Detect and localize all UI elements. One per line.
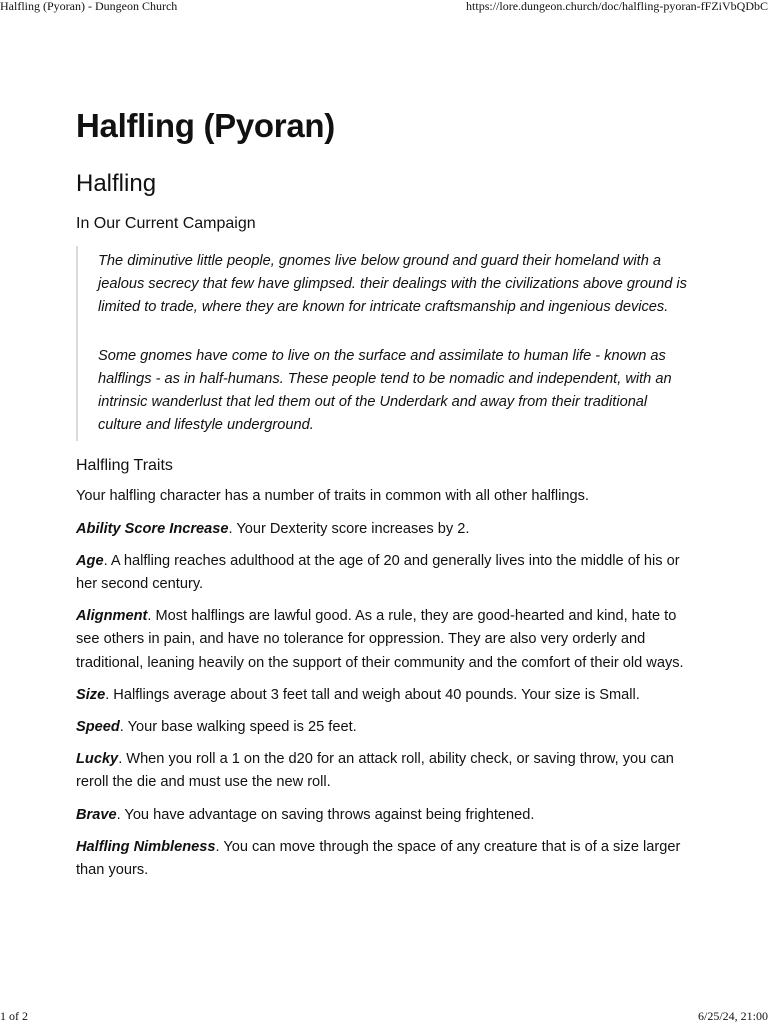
- traits-intro: Your halfling character has a number of traits in common with all other halflings.: [76, 488, 589, 505]
- trait-halfling-nimbleness: [76, 836, 690, 882]
- trait-name: Age: [76, 552, 104, 569]
- trait-age: [76, 550, 690, 596]
- trait-size: [76, 684, 690, 707]
- print-page-url: https://lore.dungeon.church/doc/halfling-pyoran-fFZiVbQDbC: [466, 0, 768, 13]
- trait-brave: [76, 804, 690, 827]
- trait-name: Lucky: [76, 751, 119, 768]
- print-datetime: 6/25/24, 21:00: [697, 1009, 768, 1023]
- trait-text: . Halflings average about 3 feet tall and weigh about 40 pounds. Your size is Small.: [105, 686, 640, 703]
- campaign-heading: In Our Current Campaign: [76, 215, 256, 232]
- document: [76, 104, 690, 882]
- trait-name: Halfling Nimbleness: [76, 838, 216, 855]
- print-page-title: Halfling (Pyoran) - Dungeon Church: [0, 0, 178, 13]
- section-heading: Halfling: [76, 170, 157, 197]
- trait-name: Alignment: [76, 608, 148, 625]
- trait-text: . You have advantage on saving throws against being frightened.: [116, 806, 535, 823]
- trait-name: Size: [76, 686, 106, 703]
- trait-text: . Your Dexterity score increases by 2.: [228, 520, 470, 537]
- print-header: [0, 0, 768, 14]
- print-footer: [0, 1009, 768, 1023]
- trait-text: . You can move through the space of any creature that is of a size larger than yours.: [76, 838, 681, 879]
- trait-name: Ability Score Increase: [76, 520, 229, 537]
- trait-lucky: [76, 748, 690, 794]
- trait-alignment: [76, 605, 690, 675]
- quote-paragraph: The diminutive little people, gnomes live below ground and guard their homeland with a jealous secrecy that few have glimpsed. their dealings with the civilizations above ground is limited to trade, where they are known for intricate craftsmanship and ingenious devices.: [98, 253, 687, 316]
- trait-text: . Your base walking speed is 25 feet.: [119, 719, 357, 736]
- trait-text: . When you roll a 1 on the d20 for an attack roll, ability check, or saving throw, you can reroll the die and must use the new roll.: [76, 751, 674, 791]
- trait-name: Speed: [76, 719, 120, 736]
- traits-list: [76, 485, 690, 882]
- campaign-blockquote: [76, 246, 690, 441]
- page-number: 1 of 2: [0, 1009, 28, 1023]
- page-title: Halfling (Pyoran): [76, 107, 335, 144]
- trait-text: . Most halflings are lawful good. As a rule, they are good-hearted and kind, hate to see others in pain, and have no tolerance for oppression. They are also very orderly and traditional, leaning heavily on the support of their community and the comfort of their old ways.: [76, 608, 684, 671]
- trait-text: . A halfling reaches adulthood at the age of 20 and generally lives into the middle of his or her second century.: [76, 552, 680, 593]
- trait-speed: [76, 716, 690, 739]
- quote-paragraph: Some gnomes have come to live on the surface and assimilate to human life - known as halflings - as in half-humans. These people tend to be nomadic and independent, with an intrinsic wanderlust that led them out of the Underdark and away from their traditional culture and lifestyle underground.: [98, 347, 672, 434]
- trait-name: Brave: [76, 806, 117, 823]
- traits-heading: Halfling Traits: [76, 457, 173, 475]
- trait-ability-score-increase: [76, 518, 690, 541]
